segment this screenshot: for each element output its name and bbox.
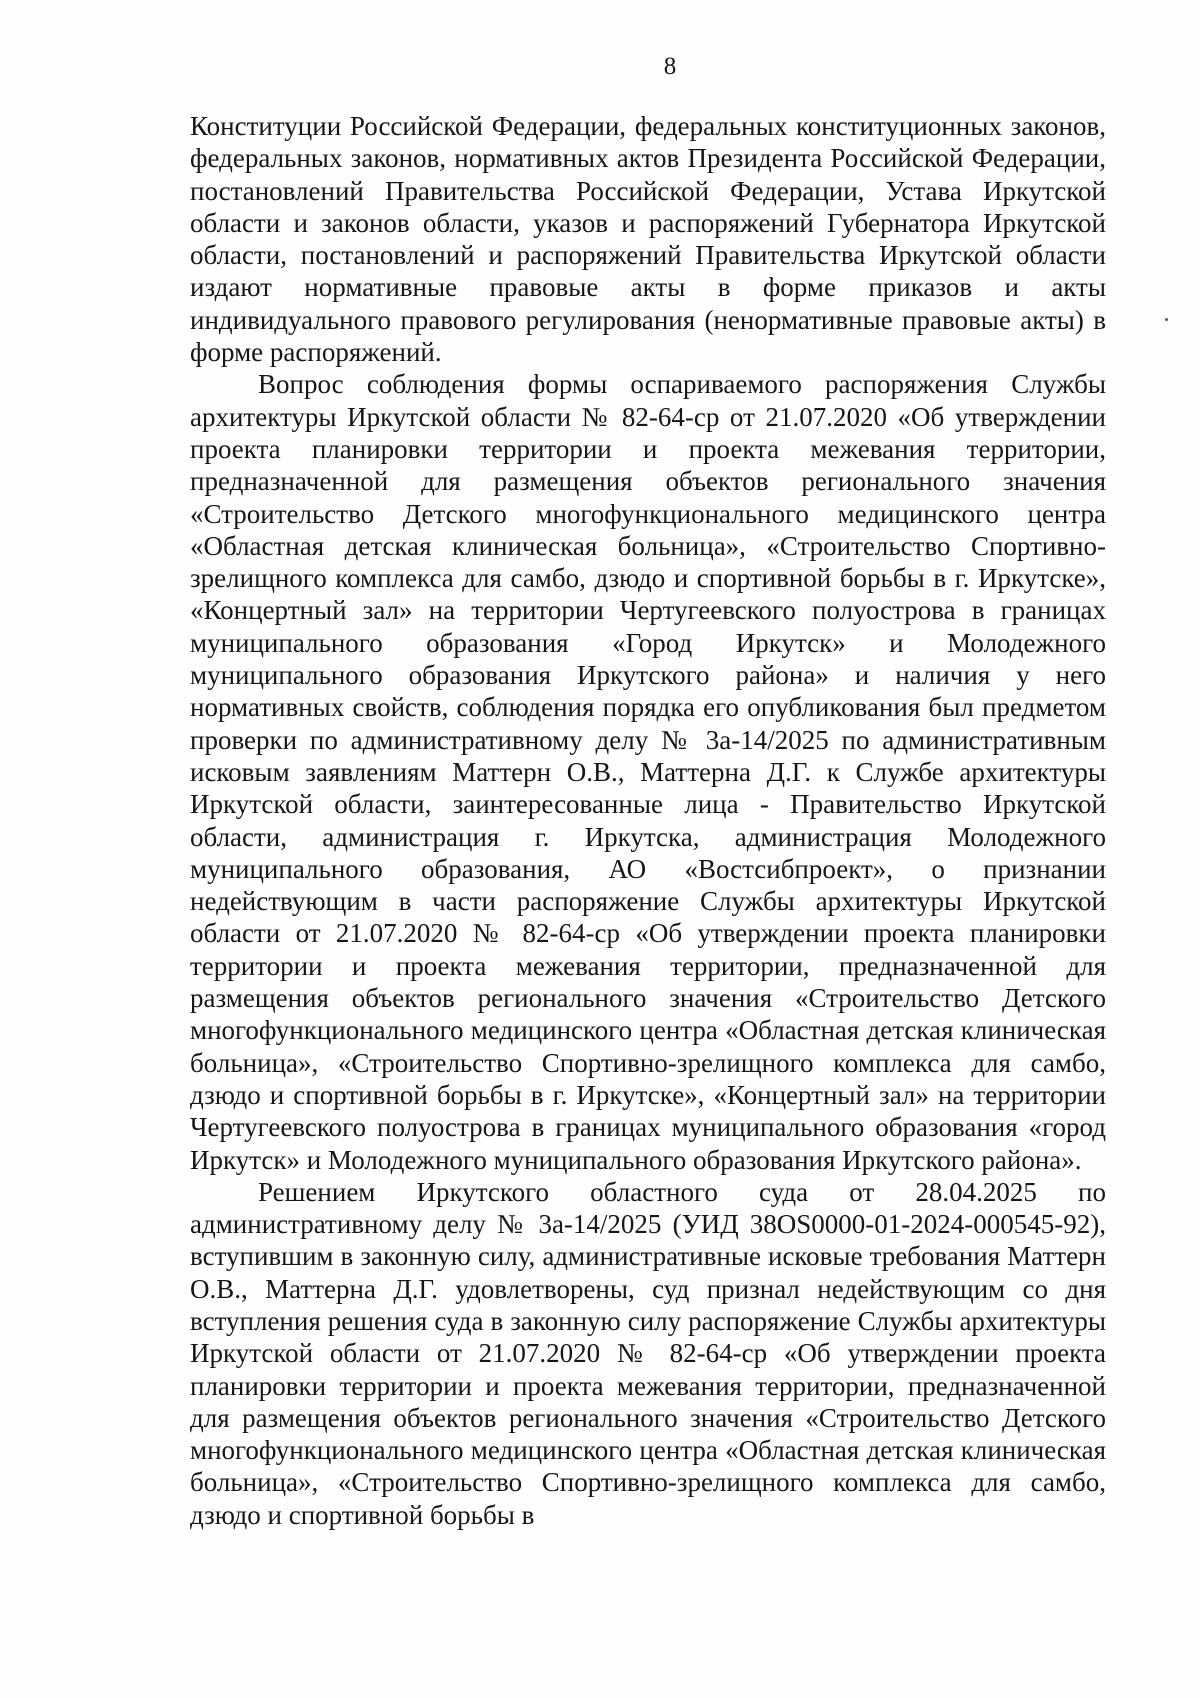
page-number: 8 [663,53,677,80]
scan-speck [1165,318,1168,321]
document-body [190,110,1106,1531]
paragraph-form-question: Вопрос соблюдения формы оспариваемого распоряжения Службы архитектуры Иркутской области № 82-64-ср от 21.07.2020 «Об утверждении проекта планировки территории и проекта межевания территории, предназначенной для размещения объектов регионального значения «Строительство Детского многофункционального медицинского центра «Областная детская клиническая больница», «Строительство Спортивно-зрелищного комплекса для самбо, дзюдо и спортивной борьбы в г. Иркутске», «Концертный зал» на территории Чертугеевского полуострова в границах муниципального образования «Город Иркутск» и Молодежного муниципального образования Иркутского района» и наличия у него нормативных свойств, соблюдения порядка его опубликования был предметом проверки по административному делу № 3а-14/2025 по административным исковым заявлениям Маттерн О.В., Маттерна Д.Г. к Службе архитектуры Иркутской области, заинтересованные лица - Правительство Иркутской области, администрация г. Иркутска, администрация Молодежного муниципального образования, АО «Востсибпроект», о признании недействующим в части распоряжение Службы архитектуры Иркутской области от 21.07.2020 № 82-64-ср «Об утверждении проекта планировки территории и проекта межевания территории, предназначенной для размещения объектов регионального значения «Строительство Детского многофункционального медицинского центра «Областная детская клиническая больница», «Строительство Спортивно-зрелищного комплекса для самбо, дзюдо и спортивной борьбы в г. Иркутске», «Концертный зал» на территории Чертугеевского полуострова в границах муниципального образования «город Иркутск» и Молодежного муниципального образования Иркутского района». [190,369,1106,1175]
paragraph-continuation: Конституции Российской Федерации, федеральных конституционных законов, федеральных законов, нормативных актов Президента Российской Федерации, постановлений Правительства Российской Федерации, Устава Иркутской области и законов области, указов и распоряжений Губернатора Иркутской области, постановлений и распоряжений Правительства Иркутской области издают нормативные правовые акты в форме приказов и акты индивидуального правового регулирования (ненормативные правовые акты) в форме распоряжений. [190,111,1106,368]
paragraph-court-decision: Решением Иркутского областного суда от 28.04.2025 по административному делу № 3а-14/2025 (УИД 38OS0000-01-2024-000545-92), вступившим в законную силу, административные исковые требования Маттерн О.В., Маттерна Д.Г. удовлетворены, суд признал недействующим со дня вступления решения суда в законную силу распоряжение Службы архитектуры Иркутской области от 21.07.2020 № 82-64-ср «Об утверждении проекта планировки территории и проекта межевания территории, предназначенной для размещения объектов регионального значения «Строительство Детского многофункционального медицинского центра «Областная детская клиническая больница», «Строительство Спортивно-зрелищного комплекса для самбо, дзюдо и спортивной борьбы в [190,1176,1106,1530]
